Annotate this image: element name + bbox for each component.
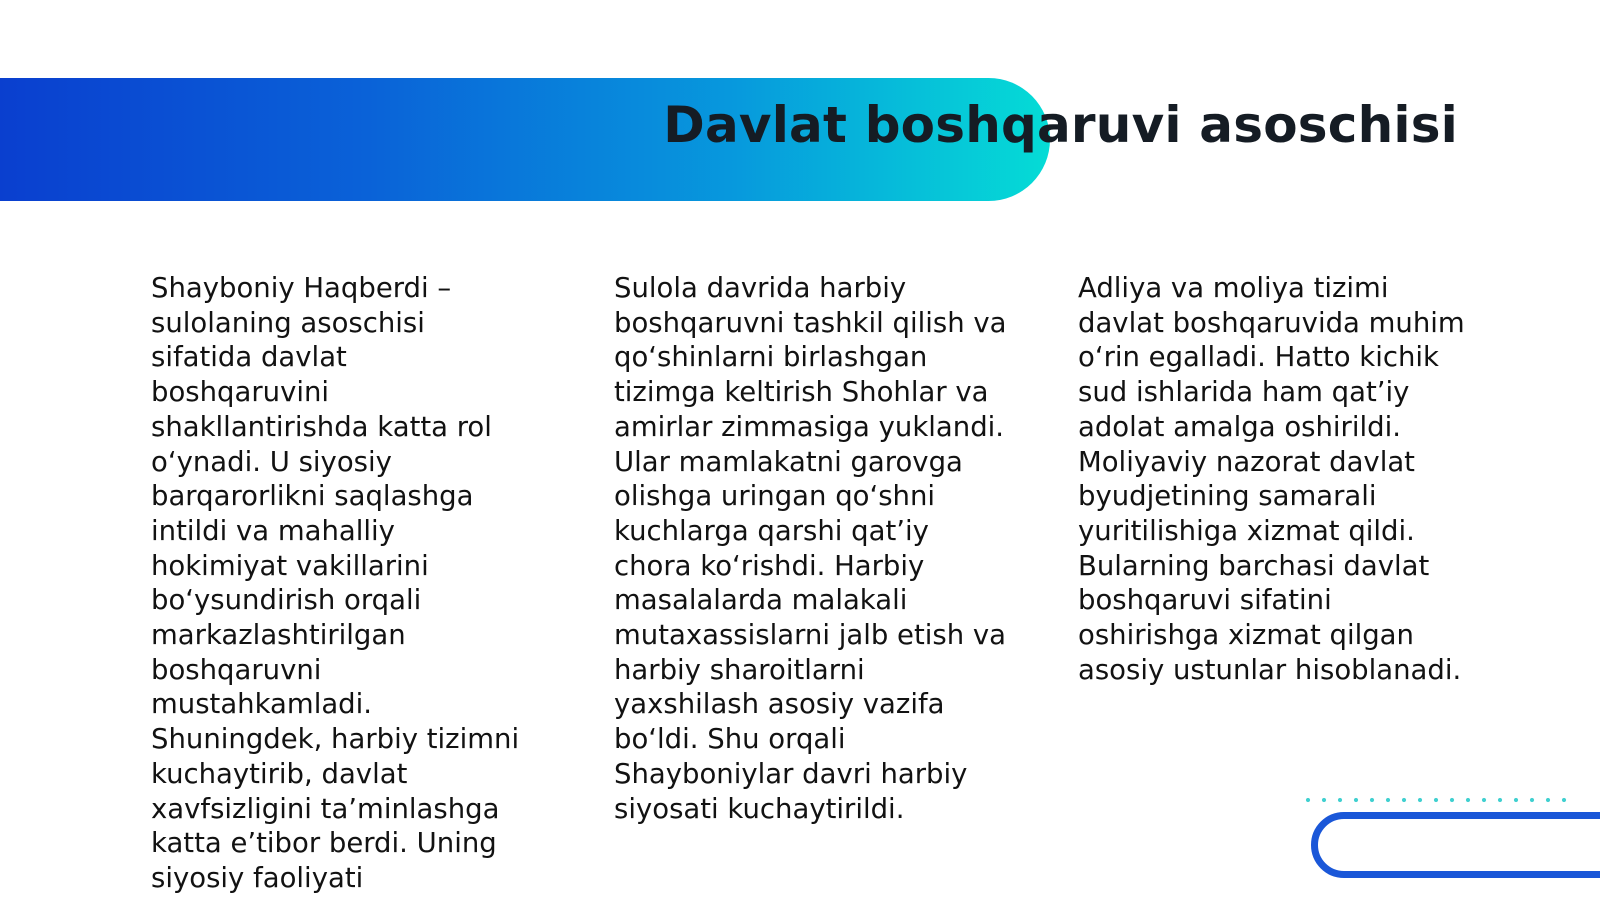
- column-2-text: Sulola davrida harbiy boshqaruvni tashkil qilish va qo‘shinlarni birlashgan tizimga keltirish Shohlar va amirlar zimmasiga yuklandi. Ular mamlakatni garovga olishga uringan qo‘shni kuchlarga qarshi qat’iy chora ko‘rishdi. Harbiy masalalarda malakali mutaxassislarni jalb etish va harbiy sharoitlarni yaxshilash asosiy vazifa bo‘ldi. Shu orqali Shayboniylar davri harbiy siyosati kuchaytirildi.: [614, 272, 1007, 825]
- slide-title: Davlat boshqaruvi asoschisi: [663, 96, 1458, 154]
- column-3-text: Adliya va moliya tizimi davlat boshqaruvida muhim o‘rin egalladi. Hatto kichik sud ishlarida ham qat’iy adolat amalga oshirildi. Moliyaviy nazorat davlat byudjetining samarali yuritilishiga xizmat qildi. Bularning barchasi davlat boshqaruvi sifatini oshirishga xizmat qilgan asosiy ustunlar hisoblanadi.: [1078, 272, 1465, 686]
- decorative-pill-outline: [1311, 812, 1600, 878]
- decorative-dots: [1300, 794, 1570, 806]
- text-column-1: [151, 271, 531, 896]
- text-column-3: [1078, 271, 1478, 687]
- text-column-2: [614, 271, 1014, 826]
- column-1-text: Shayboniy Haqberdi – sulolaning asoschisi sifatida davlat boshqaruvini shakllantirishda katta rol o‘ynadi. U siyosiy barqarorlikni saqlashga intildi va mahalliy hokimiyat vakillarini bo‘ysundirish orqali markazlashtirilgan boshqaruvni mustahkamladi. Shuningdek, harbiy tizimni kuchaytirib, davlat xavfsizligini ta’minlashga katta e’tibor berdi. Uning siyosiy faoliyati: [151, 272, 520, 894]
